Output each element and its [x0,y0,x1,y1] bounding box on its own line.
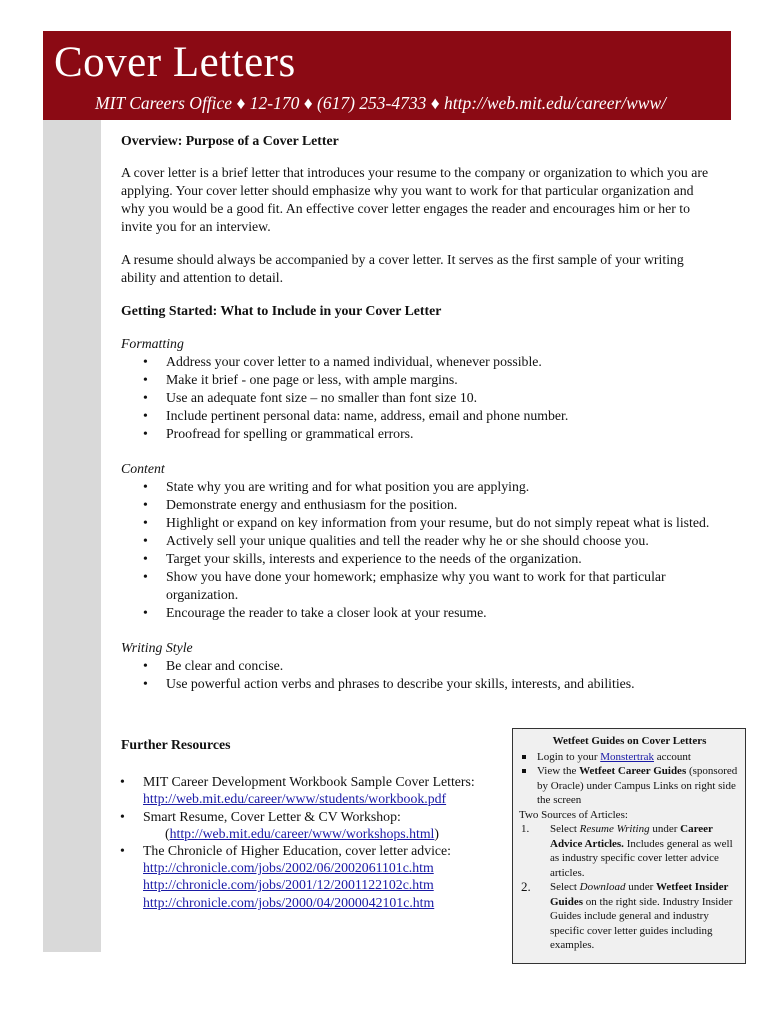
formatting-subheading: Formatting [121,336,184,351]
sources-label: Two Sources of Articles: [519,808,628,821]
wetfeet-bullets [519,750,740,808]
wetfeet-guides-box [512,728,746,964]
list-item: • Use powerful action verbs and phrases to describe your skills, interests, and abilities. [121,675,713,693]
header-banner [43,31,731,120]
list-item: • Make it brief - one page or less, with ample margins. [121,371,713,389]
list-item: • State why you are writing and for what position you are applying. [121,478,713,496]
list-item: • Highlight or expand on key information from your resume, but do not simply repeat what is listed. [121,514,713,532]
content-list [121,478,713,622]
overview-paragraph-2: A resume should always be accompanied by a cover letter. It serves as the first sample of your writing ability and attention to detail. [121,252,684,285]
further-resources [119,736,514,911]
wetfeet-title: Wetfeet Guides on Cover Letters [552,735,707,747]
main-content [121,132,713,693]
workshop-link[interactable]: http://web.mit.edu/career/www/workshops.html [169,825,435,841]
resources-heading: Further Resources [121,737,231,752]
wetfeet-steps [519,822,740,953]
workbook-link[interactable]: http://web.mit.edu/career/www/students/workbook.pdf [143,791,447,807]
wetfeet-step: 2. Select Download under Wetfeet Insider Guides on the right side. Industry Insider Guides include general and industry specific cover letter guides including examples. [521,879,733,951]
wetfeet-bullet: View the Wetfeet Career Guides (sponsored by Oracle) under Campus Links on right side the screen [519,764,740,808]
list-item: • Encourage the reader to take a closer look at your resume. [121,604,713,622]
overview-heading: Overview: Purpose of a Cover Letter [121,133,339,148]
list-item: • Be clear and concise. [121,657,713,675]
header-subtitle: MIT Careers Office ♦ 12-170 ♦ (617) 253-4733 ♦ http://web.mit.edu/career/www/ [95,93,667,113]
list-item: • Include pertinent personal data: name, address, email and phone number. [121,407,713,425]
wetfeet-bullet: Login to your Monstertrak account [519,750,740,765]
list-item: • Address your cover letter to a named individual, whenever possible. [121,353,713,371]
resource-item [119,773,514,807]
list-item: • Demonstrate energy and enthusiasm for the position. [121,496,713,514]
resource-item [119,808,514,842]
list-item: • Actively sell your unique qualities and tell the reader why he or she should choose you. [121,532,713,550]
chronicle-link-1[interactable]: http://chronicle.com/jobs/2002/06/2002061101c.htm [143,860,434,876]
list-item: • Show you have done your homework; emphasize why you want to work for that particular organization. [121,568,713,604]
workshop-link-line: (http://web.mit.edu/career/www/workshops.html) [165,825,439,841]
writing-style-subheading: Writing Style [121,640,193,655]
overview-paragraph-1: A cover letter is a brief letter that introduces your resume to the company or organization to which you are applying. Your cover letter should emphasize why you want to work for that particular organization and why you would be a good fit. An effective cover letter engages the reader and encourages him or her to invite you for an interview. [121,165,709,234]
writing-style-list [121,657,713,693]
resource-item [119,842,514,911]
content-subheading: Content [121,461,165,476]
formatting-list [121,353,713,443]
chronicle-link-2[interactable]: http://chronicle.com/jobs/2001/12/2001122102c.htm [143,877,434,893]
left-margin-bar [43,120,101,952]
page-title: Cover Letters [54,39,296,86]
list-item: • Target your skills, interests and experience to the needs of the organization. [121,550,713,568]
getting-started-heading: Getting Started: What to Include in your Cover Letter [121,303,442,318]
resource-text: MIT Career Development Workbook Sample Cover Letters: [143,774,475,790]
chronicle-link-3[interactable]: http://chronicle.com/jobs/2000/04/2000042101c.htm [143,894,435,910]
resource-text: The Chronicle of Higher Education, cover letter advice: [143,843,452,859]
wetfeet-step: 1. Select Resume Writing under Career Advice Articles. Includes general as well as industry specific cover letter advice articles. [521,823,733,879]
list-item: • Use an adequate font size – no smaller than font size 10. [121,389,713,407]
resource-text: Smart Resume, Cover Letter & CV Workshop: [143,808,401,824]
monstertrak-link[interactable]: Monstertrak [600,750,655,763]
resources-list [119,773,514,911]
list-item: • Proofread for spelling or grammatical errors. [121,425,713,443]
